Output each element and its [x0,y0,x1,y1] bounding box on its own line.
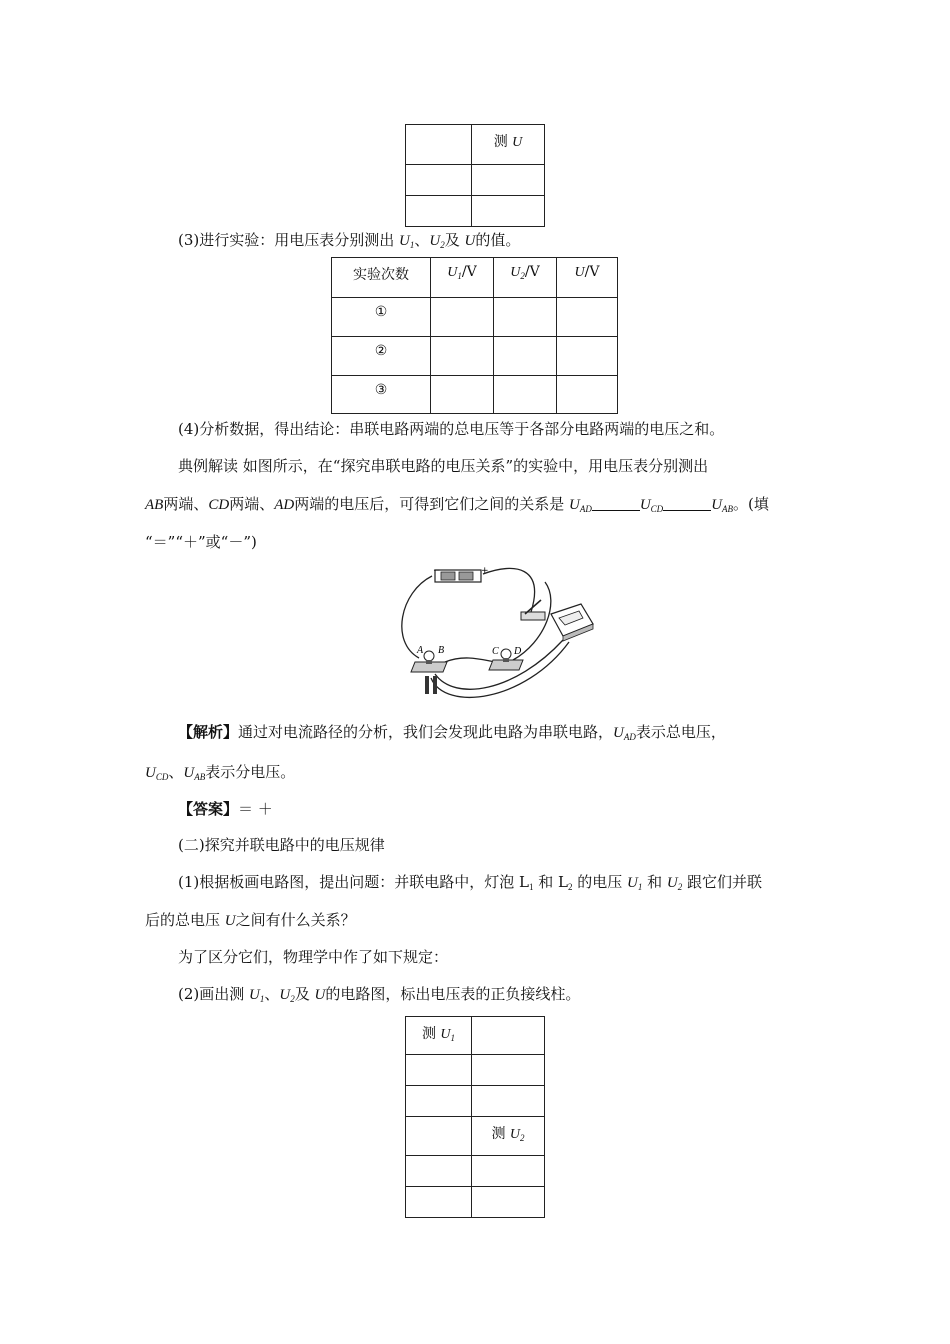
table-row: ① [332,298,618,337]
step-2: (2)画出测 $U_1$、$U_2$及 U的电路图，标出电压表的正负接线柱。 [178,985,581,1004]
experiment-table [331,257,618,414]
battery-minus-label: − [433,566,441,576]
col-header-u1: $U_1/V$ [431,258,494,298]
col-header-u: U/V [557,258,618,298]
answer: 【答案】＝ ＋ [178,800,273,818]
analysis-line-2: $U_{CD}$、$U_{AB}$表示分电压。 [145,763,296,782]
section-heading: (二)探究并联电路中的电压规律 [178,836,385,854]
battery-plus-label: + [481,566,489,576]
example-line-3: “＝”“＋”或“－”) [145,533,257,551]
battery-icon [435,570,481,582]
table-measure-u [405,124,545,227]
cell-measure-u1: 测 $U_1$ [406,1017,472,1055]
cell-measure-u2: 测 $U_2$ [472,1117,545,1156]
step-1-line-2: 后的总电压 U之间有什么关系？ [145,911,356,929]
label-b: B [438,645,445,656]
col-header-trial: 实验次数 [332,258,431,298]
step-3: (3)进行实验：用电压表分别测出 $U_1$、$U_2$及 U的值。 [178,231,521,250]
analysis-line-1: 【解析】通过对电流路径的分析，我们会发现此电路为串联电路，$U_{AD}$表示总电压， [178,723,726,742]
wire [445,658,495,662]
table-row: ② [332,337,618,376]
blank-2[interactable] [663,496,711,511]
example-line-1: 典例解读 如图所示，在“探究串联电路的电压关系”的实验中，用电压表分别测出 [178,457,709,475]
label-d: D [514,646,522,657]
step-4: (4)分析数据，得出结论：串联电路两端的总电压等于各部分电路两端的电压之和。 [178,420,725,438]
table-row: ③ [332,376,618,414]
step-1: (1)根据板画电路图，提出问题：并联电路中，灯泡 $L_1$ 和 $L_2$ 的电压 $U_1$ 和 $U_2$ 跟它们并联 [178,873,763,892]
voltmeter-icon [551,604,593,641]
table-header-cell: 测 U [472,125,545,165]
example-line-2: AB两端、CD两端、AD两端的电压后，可得到它们之间的关系是 $U_{AD}$ $U_{CD}$ $U_{AB}$。(填 [145,495,769,514]
rule-text: 为了区分它们，物理学中作了如下规定： [178,948,449,966]
label-a: A [417,645,424,656]
col-header-u2: $U_2/V$ [494,258,557,298]
circuit-figure [395,562,595,704]
table-measure-u1-u2 [405,1016,545,1218]
label-c: C [492,646,499,657]
blank-1[interactable] [592,496,640,511]
wire [483,568,535,612]
